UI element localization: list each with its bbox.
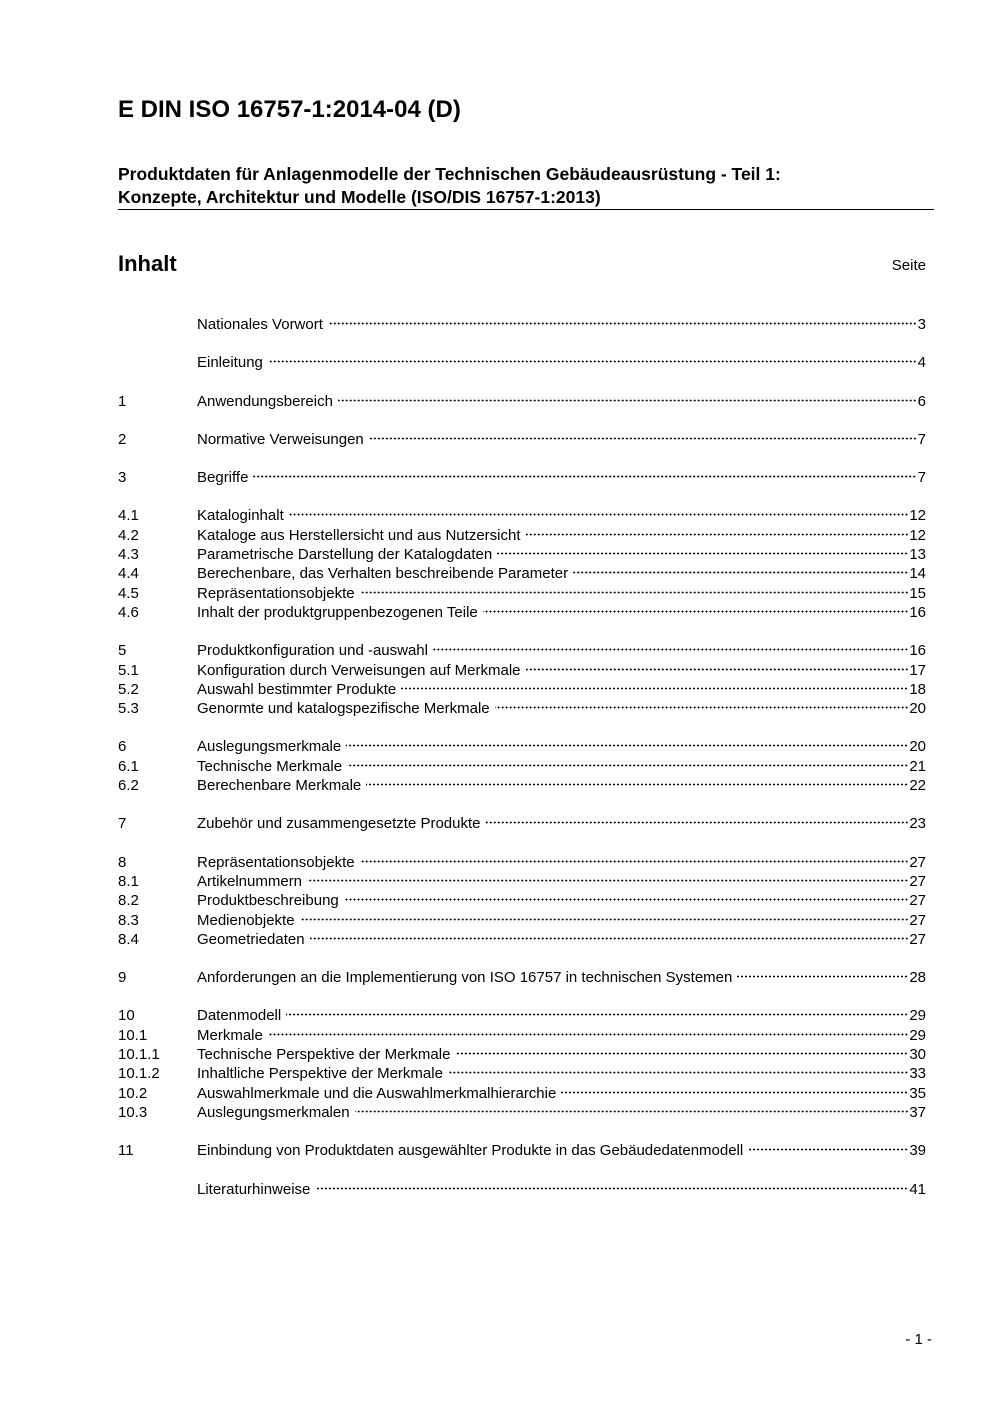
toc-entry-page: 37 [909,1103,926,1121]
toc-dot-leader [360,591,909,594]
toc-entry-page: 41 [909,1180,926,1198]
toc-group [118,968,926,987]
toc-entry-page: 4 [917,354,926,372]
toc-dot-leader [344,898,909,901]
toc-group [118,353,926,372]
toc-entry[interactable] [118,1180,926,1199]
toc-entry-number: 4.4 [118,565,139,583]
toc-dot-leader [561,1091,908,1094]
toc-entry-title: Berechenbare Merkmale [197,777,362,795]
toc-entry[interactable] [118,1026,926,1045]
toc-entry-title: Literaturhinweise [197,1180,311,1198]
toc-dot-leader [347,764,908,767]
toc-entry-page: 27 [909,930,926,948]
toc-entry-title: Repräsentationsobjekte [197,853,355,871]
toc-entry-title: Inhaltliche Perspektive der Merkmale [197,1065,443,1083]
toc-entry-title: Anforderungen an die Implementierung von ISO 16757 in technischen Systemen [197,969,733,987]
toc-entry[interactable] [118,814,926,833]
toc-entry-page: 29 [909,1007,926,1025]
toc-dot-leader [268,1033,908,1036]
toc-entry-page: 27 [909,872,926,890]
toc-entry-number: 9 [118,969,127,987]
toc-entry-page: 27 [909,911,926,929]
toc-entry[interactable] [118,680,926,699]
toc-entry-title: Auslegungsmerkmalen [197,1103,350,1121]
toc-entry[interactable] [118,661,926,680]
toc-entry[interactable] [118,641,926,660]
toc-entry-page: 6 [917,392,926,410]
toc-entry-page: 33 [909,1065,926,1083]
toc-entry-title: Genormte und katalogspezifische Merkmale [197,700,490,718]
toc-group [118,814,926,833]
toc-entry-number: 6.2 [118,777,139,795]
toc-entry[interactable] [118,891,926,910]
toc-entry[interactable] [118,757,926,776]
toc-entry[interactable] [118,603,926,622]
toc-entry[interactable] [118,392,926,411]
toc-entry-page: 16 [909,603,926,621]
toc-entry-title: Begriffe [197,469,249,487]
toc-dot-leader [526,668,909,671]
subtitle-line-1: Produktdaten für Anlagenmodelle der Technischen Gebäudeausrüstung - Teil 1: [118,164,781,184]
toc-entry-page: 20 [909,700,926,718]
toc-dot-leader [253,475,916,478]
toc-group [118,1180,926,1199]
toc-entry-title: Anwendungsbereich [197,392,333,410]
document-subtitle [118,163,934,209]
toc-dot-leader [286,1013,908,1016]
toc-entry-number: 6 [118,738,127,756]
toc-dot-leader [401,687,908,690]
toc-entry[interactable] [118,930,926,949]
toc-group [118,1006,926,1122]
toc-dot-leader [315,1187,908,1190]
toc-dot-leader [433,648,908,651]
toc-dot-leader [289,513,909,516]
toc-entry-title: Normative Verweisungen [197,430,364,448]
toc-entry-title: Auswahl bestimmter Produkte [197,680,397,698]
title-divider [118,209,934,210]
toc-entry[interactable] [118,1045,926,1064]
toc-entry-number: 4.6 [118,603,139,621]
toc-entry-title: Produktkonfiguration und -auswahl [197,642,428,660]
toc-dot-leader [369,437,917,440]
toc-entry-page: 18 [909,680,926,698]
toc-entry-page: 14 [909,565,926,583]
toc-dot-leader [448,1071,908,1074]
toc-entry-page: 30 [909,1046,926,1064]
toc-entry-page: 21 [909,757,926,775]
toc-entry[interactable] [118,545,926,564]
toc-entry[interactable] [118,853,926,872]
toc-entry-number: 5.2 [118,680,139,698]
toc-entry[interactable] [118,1103,926,1122]
toc-entry-title: Berechenbare, das Verhalten beschreibende Parameter [197,565,569,583]
toc-entry[interactable] [118,1141,926,1160]
toc-entry[interactable] [118,315,926,334]
toc-dot-leader [300,918,909,921]
toc-dot-leader [748,1148,908,1151]
toc-entry-number: 10.3 [118,1103,148,1121]
toc-entry-number: 4.5 [118,584,139,602]
footer-page-number: - 1 - [905,1331,932,1348]
toc-entry-page: 29 [909,1026,926,1044]
toc-entry-page: 35 [909,1084,926,1102]
toc-entry[interactable] [118,353,926,372]
toc-entry-title: Auswahlmerkmale und die Auswahlmerkmalhierarchie [197,1084,557,1102]
toc-entry-number: 4.2 [118,526,139,544]
toc-dot-leader [346,744,908,747]
toc-entry-title: Konfiguration durch Verweisungen auf Merkmale [197,661,521,679]
toc-entry-title: Artikelnummern [197,872,303,890]
toc-entry-number: 1 [118,392,127,410]
toc-entry-number: 5 [118,642,127,660]
toc-entry-title: Produktbeschreibung [197,892,339,910]
toc-entry-title: Datenmodell [197,1007,282,1025]
toc-entry-number: 10 [118,1007,135,1025]
toc-group [118,737,926,795]
toc-entry-title: Inhalt der produktgruppenbezogenen Teile [197,603,478,621]
page-column-label: Seite [891,257,926,274]
toc-entry-title: Kataloginhalt [197,507,284,525]
toc-entry[interactable] [118,911,926,930]
toc-group [118,468,926,487]
toc-entry-title: Auslegungsmerkmale [197,738,342,756]
toc-entry[interactable] [118,1006,926,1025]
toc-entry-page: 27 [909,853,926,871]
toc-entry-number: 8 [118,853,127,871]
toc-entry-number: 7 [118,815,127,833]
toc-entry-title: Medienobjekte [197,911,295,929]
toc-dot-leader [573,571,908,574]
toc-entry-number: 11 [118,1142,134,1160]
toc-entry-number: 5.1 [118,661,139,679]
toc-entry[interactable] [118,737,926,756]
toc-group [118,853,926,949]
toc-dot-leader [328,322,917,325]
toc-entry-title: Nationales Vorwort [197,316,323,333]
toc-dot-leader [526,533,909,536]
toc-entry[interactable] [118,468,926,487]
toc-group [118,315,926,334]
toc-entry-page: 39 [909,1142,926,1160]
toc-entry-title: Einbindung von Produktdaten ausgewählter Produkte in das Gebäudedatenmodell [197,1142,744,1160]
toc-dot-leader [483,610,909,613]
toc-entry-number: 2 [118,430,127,448]
toc-entry-title: Parametrische Darstellung der Katalogdaten [197,546,493,564]
toc-entry-number: 8.1 [118,872,139,890]
toc-dot-leader [338,399,917,402]
toc-dot-leader [360,860,909,863]
toc-group [118,506,926,622]
toc-dot-leader [268,360,917,363]
toc-entry-title: Kataloge aus Herstellersicht und aus Nutzersicht [197,526,521,544]
toc-dot-leader [310,937,909,940]
toc-entry-title: Einleitung [197,354,263,372]
toc-entry-page: 17 [909,661,926,679]
toc-entry-page: 28 [909,969,926,987]
toc-entry-number: 4.3 [118,546,139,564]
contents-heading: Inhalt [118,251,177,276]
toc-group [118,430,926,449]
toc-dot-leader [455,1052,908,1055]
toc-entry[interactable] [118,1064,926,1083]
table-of-contents [118,315,926,1218]
toc-group [118,641,926,718]
toc-entry-page: 7 [917,430,926,448]
toc-entry-title: Repräsentationsobjekte [197,584,355,602]
toc-dot-leader [366,783,908,786]
toc-entry-number: 6.1 [118,757,139,775]
toc-entry[interactable] [118,699,926,718]
toc-dot-leader [307,879,908,882]
toc-entry[interactable] [118,430,926,449]
toc-entry-number: 5.3 [118,700,139,718]
toc-entry[interactable] [118,872,926,891]
toc-entry-page: 23 [909,815,926,833]
toc-entry-number: 3 [118,469,127,487]
toc-dot-leader [355,1110,909,1113]
toc-entry-page: 12 [909,526,926,544]
toc-entry-number: 8.3 [118,911,139,929]
toc-entry-number: 4.1 [118,507,139,525]
toc-entry-number: 10.1.1 [118,1046,160,1064]
toc-dot-leader [495,706,909,709]
toc-entry[interactable] [118,526,926,545]
toc-entry[interactable] [118,564,926,583]
toc-entry-number: 8.4 [118,930,139,948]
toc-entry-page: 27 [909,892,926,910]
document-title: E DIN ISO 16757-1:2014-04 (D) [118,96,461,123]
toc-entry-number: 10.1.2 [118,1065,160,1083]
toc-dot-leader [497,552,908,555]
toc-entry-page: 3 [917,316,926,333]
toc-entry-title: Merkmale [197,1026,263,1044]
toc-dot-leader [737,975,908,978]
toc-entry-number: 10.2 [118,1084,148,1102]
toc-group [118,392,926,411]
toc-entry-page: 15 [909,584,926,602]
toc-entry-page: 12 [909,507,926,525]
toc-dot-leader [486,821,909,824]
toc-entry[interactable] [118,776,926,795]
toc-entry-title: Zubehör und zusammengesetzte Produkte [197,815,481,833]
toc-entry-number: 8.2 [118,892,139,910]
toc-entry[interactable] [118,968,926,987]
toc-entry[interactable] [118,1084,926,1103]
toc-entry-title: Geometriedaten [197,930,305,948]
toc-entry-page: 22 [909,777,926,795]
subtitle-line-2: Konzepte, Architektur und Modelle (ISO/DIS 16757-1:2013) [118,187,601,207]
toc-entry[interactable] [118,584,926,603]
toc-entry-title: Technische Merkmale [197,757,343,775]
toc-entry-page: 16 [909,642,926,660]
toc-entry-title: Technische Perspektive der Merkmale [197,1046,451,1064]
toc-entry-page: 7 [917,469,926,487]
toc-entry-page: 13 [909,546,926,564]
toc-entry-page: 20 [909,738,926,756]
toc-entry-number: 10.1 [118,1026,148,1044]
toc-entry[interactable] [118,506,926,525]
toc-group [118,1141,926,1160]
